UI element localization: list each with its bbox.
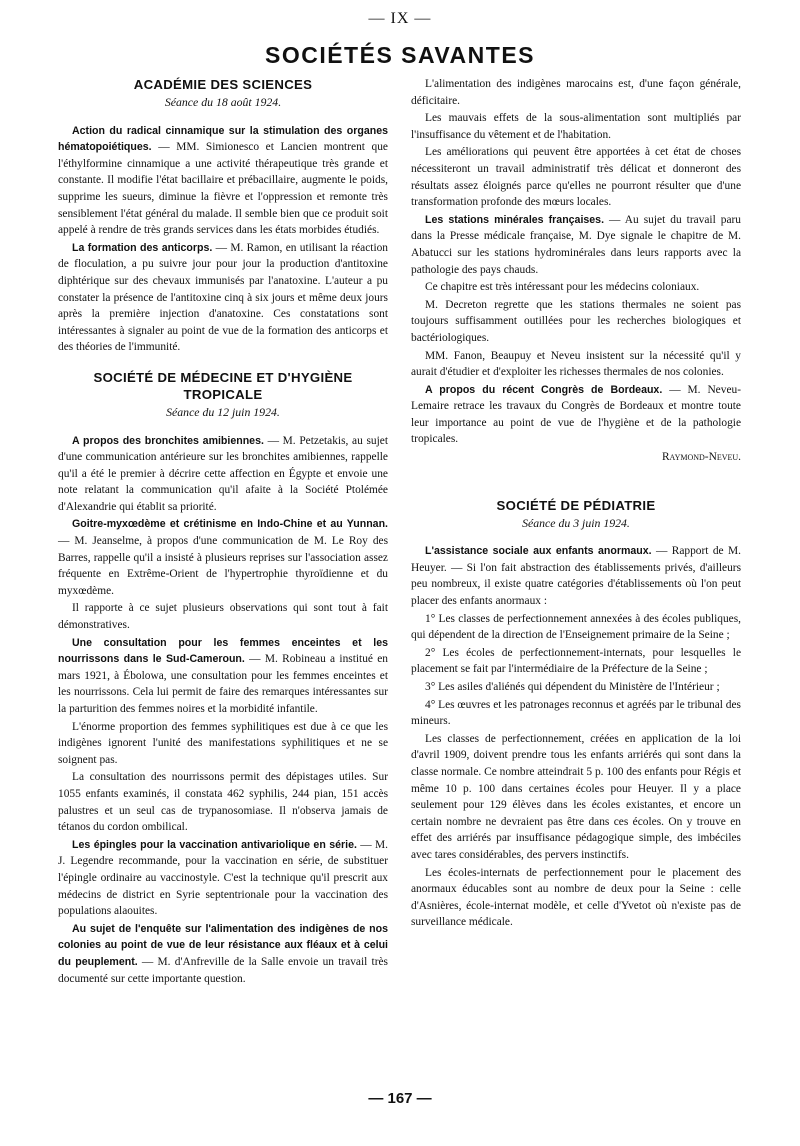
article-body: — MM. Simionesco et Lancien montrent que l'éthylformine cinnamique a une activité thérapeutique très grande et constante. Il modifie l'état bacillaire et prébacillaire, augmente le poids, supprime les sueurs, diminue la fièvre et l'oppression et remonte très sensiblement l'état général du malade. Il semble bien que ce produit soit appelé à rendre de très grands services dans les états morbides étudiés. <box>58 141 388 237</box>
article-lead: Les stations minérales françaises. <box>425 213 605 226</box>
section-spacer <box>411 467 741 497</box>
seance-date: Séance du 3 juin 1924. <box>522 515 630 530</box>
article-paragraph: Les améliorations qui peuvent être apportées à cet état de choses nécessiteront un travail administratif très délicat et donneront des résultats assez éloignés parce qu'elles ne pourront résulter que d'une transformation profonde des mœurs locales. <box>411 146 741 209</box>
section-academie-des-sciences <box>58 76 388 356</box>
article-paragraph <box>411 382 741 448</box>
seance-date: Séance du 12 juin 1924. <box>166 404 280 419</box>
article-paragraph <box>58 516 388 599</box>
section-medecine-hygiene-tropicale <box>58 369 388 987</box>
article-paragraph <box>58 921 388 987</box>
article-paragraph: Ce chapitre est très intéressant pour les médecins coloniaux. <box>425 281 700 294</box>
article-lead: La formation des anticorps. <box>72 241 213 254</box>
list-item: 3° Les asiles d'aliénés qui dépendent du Ministère de l'Intérieur ; <box>425 681 720 693</box>
article-paragraph <box>58 837 388 920</box>
article-body: — M. Ramon, en utilisant la réaction de floculation, a pu suivre jour pour jour la production d'antitoxine diphtérique sur des chevaux immunisés par l'anatoxine. L'auteur a pu constater la présence de l'antitoxine cinq à six jours et même deux jours après la première injection d'anatoxine. Ces constatations sont intéressantes à signaler au point de vue de la formation des anticorps et des théories de l'immunité. <box>58 241 389 354</box>
article-lead: Au sujet de l'enquête sur l'alimentation des indigènes de nos colonies au point de vue de leur résistance aux fléaux et à celui du peuplement. <box>58 922 388 968</box>
list-item: 2° Les écoles de perfectionnement-internats, pour lesquelles le placement se fait par l'intermédiaire de la Préfecture de la Seine ; <box>411 646 741 676</box>
article-body: — Rapport de M. Heuyer. — Si l'on fait abstraction des établissements privés, d'ailleurs peu nombreux, il existe quatre catégories d'établissements où l'on peut placer des enfants anormaux : <box>411 545 741 608</box>
author-signature: Raymond-Neveu. <box>661 451 741 464</box>
article-paragraph <box>58 123 388 239</box>
article-body: — Au sujet du travail paru dans la Presse médicale française, M. Dye signale le chapitre de M. Abatucci sur les stations hydrominérales dans leurs rapports avec la pathologie des pays chauds. <box>411 213 741 276</box>
article-paragraph: Il rapporte à ce sujet plusieurs observations qui sont tout à fait démonstratives. <box>58 602 388 632</box>
article-body: — M. Neveu-Lemaire retrace les travaux du Congrès de Bordeaux et montre toute leur importance au point de vue de l'hygiène et de la pathologie tropicales. <box>411 383 741 446</box>
article-paragraph: L'énorme proportion des femmes syphilitiques est due à ce que les indigènes ignorent l'unité des manifestations syphilitiques et ne se soignent pas. <box>58 720 388 766</box>
list-item: 4° Les œuvres et les patronages reconnus et agréés par le tribunal des mineurs. <box>411 698 741 728</box>
article-lead: L'assistance sociale aux enfants anormaux. <box>425 545 652 558</box>
seance-date: Séance du 18 août 1924. <box>164 95 282 109</box>
article-paragraph <box>411 543 741 609</box>
article-lead: Goitre-myxœdème et crétinisme en Indo-Chine et au Yunnan. <box>72 518 388 531</box>
section-spacer <box>58 357 388 369</box>
article-body: — M. J. Legendre recommande, pour la vaccination en série, de substituer l'épingle ordinaire au vaccinostyle. C'est la technique qu'il prescrit aux médecins de district en Syrie septentrionale pour la vaccination des populations alaouites. <box>58 838 389 918</box>
article-paragraph: La consultation des nourrissons permit des dépistages utiles. Sur 1055 enfants examinés, il constata 462 syphilis, 244 pian, 151 accès palustres et un seul cas de trypanosomiase. Il n'observa jamais de tétanos du cordon ombilical. <box>58 771 388 834</box>
article-lead: A propos du récent Congrès de Bordeaux. <box>425 383 663 396</box>
article-paragraph: Les mauvais effets de la sous-alimentation sont multipliés par l'insuffisance du vêtement et de l'habitation. <box>411 112 741 141</box>
article-paragraph <box>411 212 741 278</box>
article-paragraph: Les écoles-internats de perfectionnement pour le placement des anormaux éducables sont au nombre de deux pour la Seine : celle d'Asnières, école-internat modèle, et celle d'Yvetot où n'existe pas de surveillance médicale. <box>411 866 741 929</box>
article-paragraph <box>58 635 388 718</box>
article-lead: Les épingles pour la vaccination antivariolique en série. <box>72 838 357 851</box>
page-title: SOCIÉTÉS SAVANTES <box>264 42 536 68</box>
article-paragraph <box>58 433 388 516</box>
left-column <box>58 76 388 988</box>
section-title: ACADÉMIE DES SCIENCES <box>133 77 313 92</box>
article-paragraph: Les classes de perfectionnement, créées en application de la loi d'avril 1909, doivent prendre tous les enfants arriérés qui sont dans la classe normale. Ce nombre atteindrait 5 p. 100 des enfants pour Régis et même 10 p. 100 dans certaines écoles pour Heuyer. Il y a place seulement pour 129 élèves dans les écoles existantes, et encore un certain nombre ne devraient pas être dans ces écoles. On y trouve en effet des arriérés par insuffisance pédagogique simple, des imbéciles avec tares considérables, des pervers instinctifs. <box>411 732 741 861</box>
article-body: — M. Jeanselme, à propos d'une communication de M. Le Roy des Barres, rappelle qu'il a insisté à plusieurs reprises sur l'association assez fréquente en Extrême-Orient de l'hypertrophie thyroïdienne et du myxœdème. <box>58 535 388 597</box>
article-lead: Action du radical cinnamique sur la stimulation des organes hématopoiétiques. <box>58 124 388 154</box>
article-paragraph <box>58 240 388 356</box>
list-item: 1° Les classes de perfectionnement annexées à des écoles publiques, qui dépendent de la direction de l'Enseignement primaire de la Seine ; <box>411 612 741 642</box>
section-title: SOCIÉTÉ DE PÉDIATRIE <box>496 497 656 513</box>
article-lead: A propos des bronchites amibiennes. <box>72 434 264 447</box>
article-body: — M. Petzetakis, au sujet d'une communication antérieure sur les bronchites amibiennes, rappelle qu'il a été le premier à décrire cette affection en Égypte et envoie une note relatant la communication qu'il afaite à la Société Ptolémée d'Alexandrie qui établit sa priorité. <box>58 434 388 513</box>
roman-folio: — IX — <box>368 10 432 27</box>
article-body: — M. d'Anfreville de la Salle envoie un travail très documenté sur cette importante question. <box>58 955 388 985</box>
article-paragraph: MM. Fanon, Beaupuy et Neveu insistent sur la nécessité qu'il y aurait d'étudier et d'exploiter les richesses thermales de nos colonies. <box>411 349 741 379</box>
section-pediatrie <box>411 497 741 931</box>
right-column <box>411 76 741 932</box>
article-lead: Une consultation pour les femmes enceintes et les nourrissons dans le Sud-Cameroun. <box>58 636 388 666</box>
article-body: — M. Robineau a institué en mars 1921, à Ébolowa, une consultation pour les femmes enceintes et les nourrissons. Cela lui permit de faire des remarques intéressantes sur la parturition des femmes noires et la morbidité infantile. <box>58 653 389 715</box>
section-title: SOCIÉTÉ DE MÉDECINE ET D'HYGIÈNE TROPICALE <box>93 369 353 402</box>
article-paragraph: L'alimentation des indigènes marocains est, d'une façon générale, déficitaire. <box>411 78 741 107</box>
article-paragraph: M. Decreton regrette que les stations thermales ne soient pas toujours suffisamment outillées pour les recherches biologiques et bactériologiques. <box>411 298 741 344</box>
page-number: — 167 — <box>368 1090 432 1107</box>
